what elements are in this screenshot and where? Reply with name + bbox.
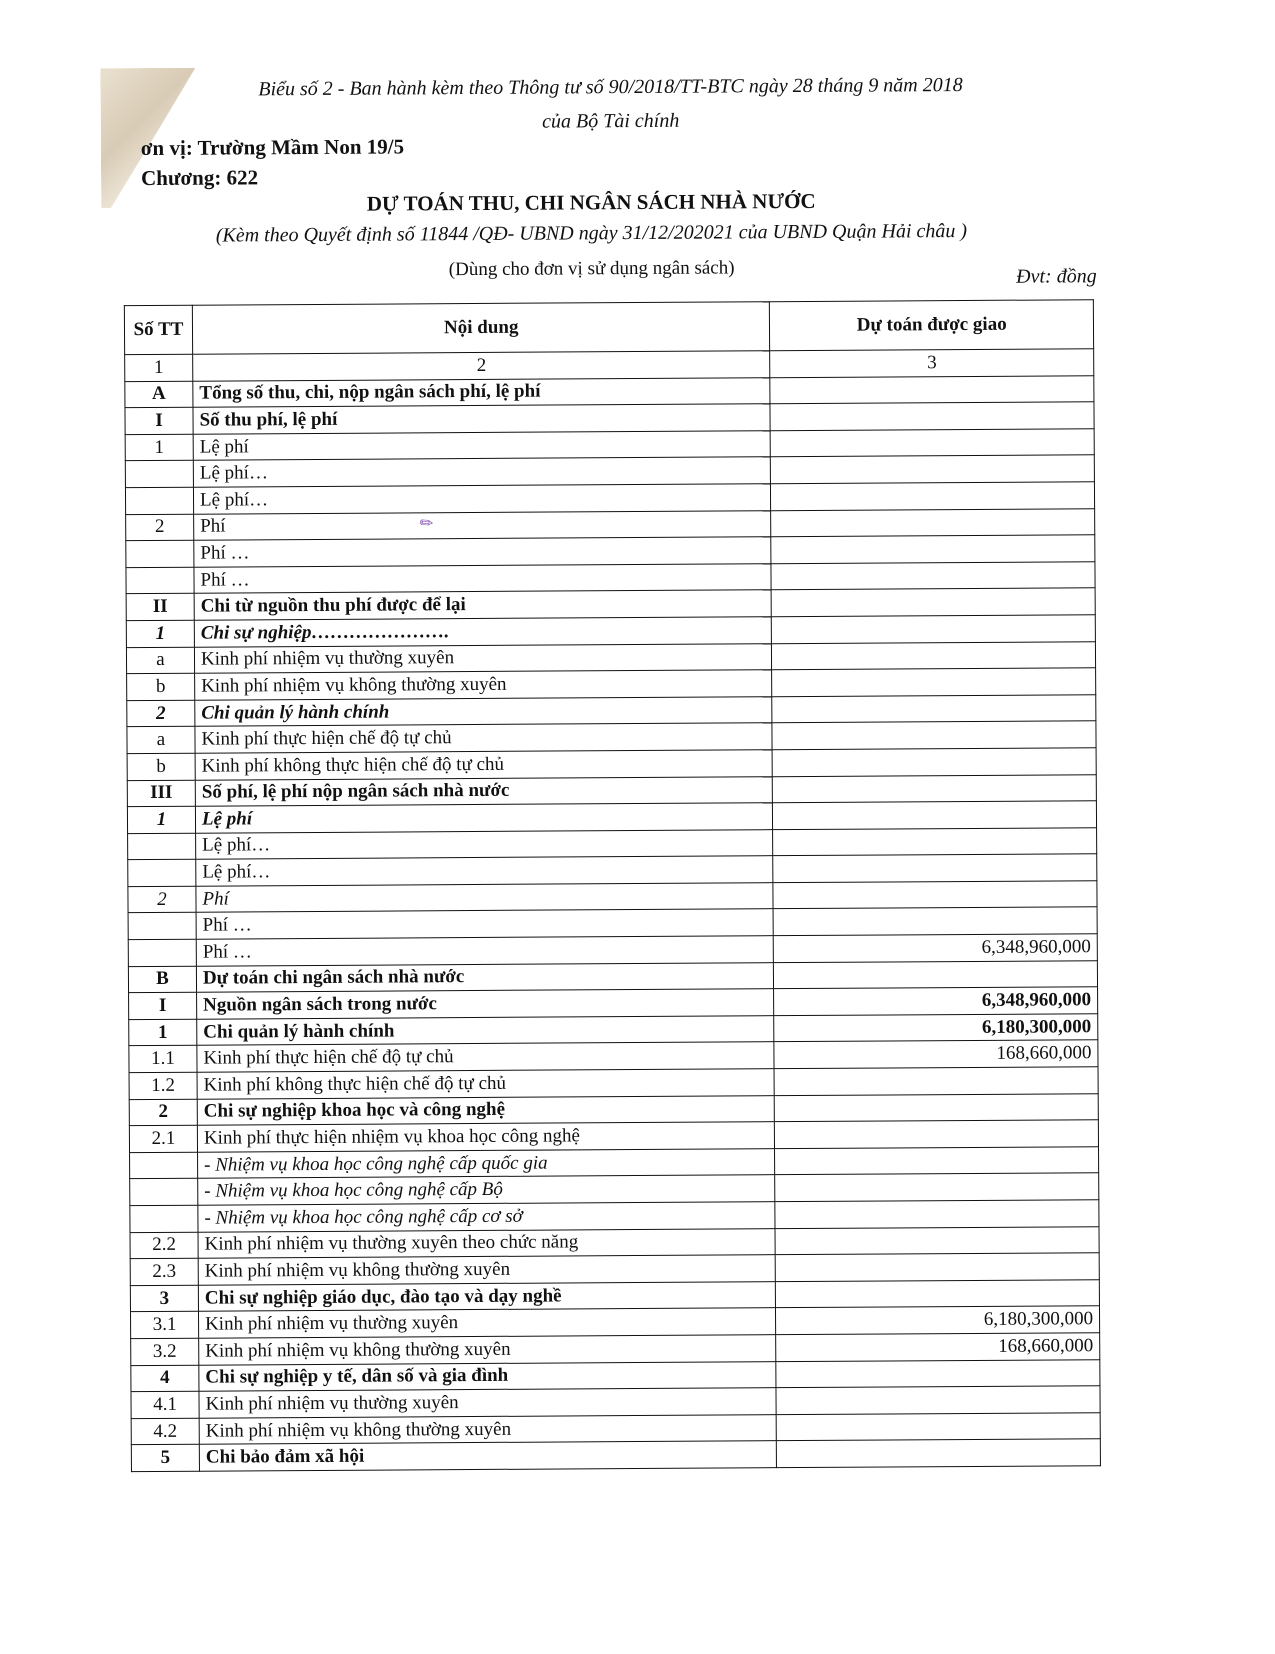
row-number: 5 [131,1445,199,1472]
unit-name: ơn vị: Trường Mầm Non 19/5 [140,134,405,161]
row-content: Kinh phí thực hiện chế độ tự chủ [197,1042,775,1072]
row-number [130,1152,198,1179]
column-number-1: 1 [125,354,193,381]
row-number: 2.3 [130,1258,198,1285]
row-content: Chi sự nghiệp khoa học và công nghệ [197,1095,775,1125]
row-number: 1 [129,1019,197,1046]
row-content: - Nhiệm vụ khoa học công nghệ cấp cơ sở [198,1202,776,1232]
table-body [125,375,1101,1471]
row-content: Chi sự nghiệp…………………. [194,617,772,647]
row-number: 4.2 [131,1418,199,1445]
row-amount [771,535,1095,564]
row-amount [771,561,1095,590]
row-number: 2 [127,700,195,727]
row-number: 1 [126,620,194,647]
row-content: Chi sự nghiệp giáo dục, đào tạo và dạy nghề [198,1281,776,1311]
header-content: Nội dung [192,302,770,355]
row-number: 2.2 [130,1232,198,1259]
row-number: b [127,673,195,700]
row-amount: 6,348,960,000 [774,987,1098,1016]
document-subtitle: (Kèm theo Quyết định số 11844 /QĐ- UBND ngày 31/12/202021 của UBND Quận Hải châu ) [215,219,968,247]
row-number: 2 [129,1099,197,1126]
row-content: Kinh phí nhiệm vụ thường xuyên [198,1308,776,1338]
row-amount [775,1147,1099,1176]
row-number: b [127,753,195,780]
row-amount [775,1093,1099,1122]
row-amount: 6,180,300,000 [774,1014,1098,1043]
row-amount [771,455,1095,484]
row-number: III [127,780,195,807]
row-amount [770,375,1094,404]
row-number: 1.2 [129,1072,197,1099]
row-amount [773,907,1097,936]
document-title: DỰ TOÁN THU, CHI NGÂN SÁCH NHÀ NƯỚC [366,188,816,216]
row-content: Kinh phí không thực hiện chế độ tự chủ [195,750,773,780]
row-number: 2 [128,886,196,913]
row-amount [774,1067,1098,1096]
row-amount [773,854,1097,883]
row-number [130,1179,198,1206]
row-amount [775,1200,1099,1229]
row-amount: 168,660,000 [774,1040,1098,1069]
row-amount [774,960,1098,989]
row-amount [773,748,1097,777]
header-no: Số TT [124,305,192,354]
row-number: 3.2 [131,1338,199,1365]
row-content: Lệ phí [193,430,771,460]
row-amount [776,1386,1100,1415]
row-content: Kinh phí nhiệm vụ thường xuyên theo chức năng [198,1228,776,1258]
row-number [128,859,196,886]
row-number: 1.1 [129,1046,197,1073]
row-amount [772,694,1096,723]
row-content: Chi bảo đảm xã hội [199,1441,777,1471]
row-content: Chi quản lý hành chính [197,1016,775,1046]
row-amount [772,668,1096,697]
row-amount: 168,660,000 [776,1333,1100,1362]
row-amount [776,1359,1100,1388]
row-content: Kinh phí nhiệm vụ không thường xuyên [199,1335,777,1365]
row-content: Phí … [194,563,772,593]
row-content: - Nhiệm vụ khoa học công nghệ cấp quốc gia [198,1148,776,1178]
row-number: B [128,966,196,993]
pen-mark: ✎ [416,512,438,535]
column-number-2: 2 [193,351,771,381]
row-number [125,461,193,488]
row-number [128,833,196,860]
row-number: 2.1 [129,1125,197,1152]
budget-table [124,299,1101,1472]
header-amount: Dự toán được giao [770,300,1094,351]
row-number: 2 [126,514,194,541]
row-content: Lệ phí… [193,484,771,514]
form-reference-line-2: của Bộ Tài chính [542,109,680,133]
row-content: Phí [194,510,772,540]
row-amount [776,1279,1100,1308]
row-number [128,939,196,966]
row-content: Chi sự nghiệp y tế, dân số và gia đình [199,1361,777,1391]
row-number: a [127,727,195,754]
row-content: Chi từ nguồn thu phí được để lại [194,590,772,620]
row-content: Lệ phí [195,803,773,833]
row-content: Chi quản lý hành chính [195,696,773,726]
row-amount [771,508,1095,537]
row-content: Phí … [196,936,774,966]
row-content: Kinh phí nhiệm vụ không thường xuyên [195,670,773,700]
row-number [128,913,196,940]
document-usage-note: (Dùng cho đơn vị sử dụng ngân sách) [448,257,735,281]
row-number [125,487,193,514]
row-content: Số phí, lệ phí nộp ngân sách nhà nước [195,776,773,806]
row-number: I [125,407,193,434]
row-amount [772,615,1096,644]
row-content: - Nhiệm vụ khoa học công nghệ cấp Bộ [198,1175,776,1205]
row-amount [772,721,1096,750]
row-number: I [129,992,197,1019]
row-content: Kinh phí thực hiện nhiệm vụ khoa học công nghệ [197,1122,775,1152]
row-number [130,1205,198,1232]
row-amount [777,1412,1101,1441]
row-number: II [126,594,194,621]
row-number: a [126,647,194,674]
row-amount [771,428,1095,457]
table-header-row [124,300,1093,355]
row-content: Kinh phí nhiệm vụ không thường xuyên [199,1414,777,1444]
currency-unit: Đvt: đồng [1016,265,1097,288]
row-amount [775,1120,1099,1149]
row-content: Kinh phí nhiệm vụ không thường xuyên [198,1255,776,1285]
form-reference-line-1: Biểu số 2 - Ban hành kèm theo Thông tư số 90/2018/TT-BTC ngày 28 tháng 9 năm 2018 [258,74,963,101]
row-amount [773,774,1097,803]
row-content: Phí … [196,909,774,939]
row-content: Lệ phí… [193,457,771,487]
row-amount [772,588,1096,617]
row-amount [775,1226,1099,1255]
table-row [131,1439,1100,1472]
row-content: Kinh phí thực hiện chế độ tự chủ [195,723,773,753]
row-amount [773,827,1097,856]
row-content: Lệ phí… [196,856,774,886]
row-content: Tổng số thu, chi, nộp ngân sách phí, lệ phí [193,377,771,407]
row-number: 1 [127,806,195,833]
row-amount [773,881,1097,910]
row-number: 4 [131,1365,199,1392]
column-number-3: 3 [770,349,1094,378]
row-amount [777,1439,1101,1468]
row-content: Kinh phí nhiệm vụ thường xuyên [194,643,772,673]
row-content: Nguồn ngân sách trong nước [197,989,775,1019]
row-number: 3 [130,1285,198,1312]
row-amount: 6,180,300,000 [776,1306,1100,1335]
row-amount [770,402,1094,431]
row-number: 4.1 [131,1391,199,1418]
row-amount [771,482,1095,511]
row-content: Phí [196,883,774,913]
row-number [126,567,194,594]
row-number [126,540,194,567]
row-amount [776,1253,1100,1282]
row-number: 1 [125,434,193,461]
row-content: Số thu phí, lệ phí [193,404,771,434]
row-content: Kinh phí nhiệm vụ thường xuyên [199,1388,777,1418]
row-content: Lệ phí… [196,829,774,859]
chapter-code: Chương: 622 [140,165,259,191]
form-reference [230,68,990,141]
row-content: Phí … [194,537,772,567]
row-content: Kinh phí không thực hiện chế độ tự chủ [197,1069,775,1099]
row-number: A [125,381,193,408]
row-amount [772,641,1096,670]
row-amount [773,801,1097,830]
row-number: 3.1 [130,1312,198,1339]
row-amount [775,1173,1099,1202]
row-amount: 6,348,960,000 [774,934,1098,963]
row-content: Dự toán chi ngân sách nhà nước [196,962,774,992]
